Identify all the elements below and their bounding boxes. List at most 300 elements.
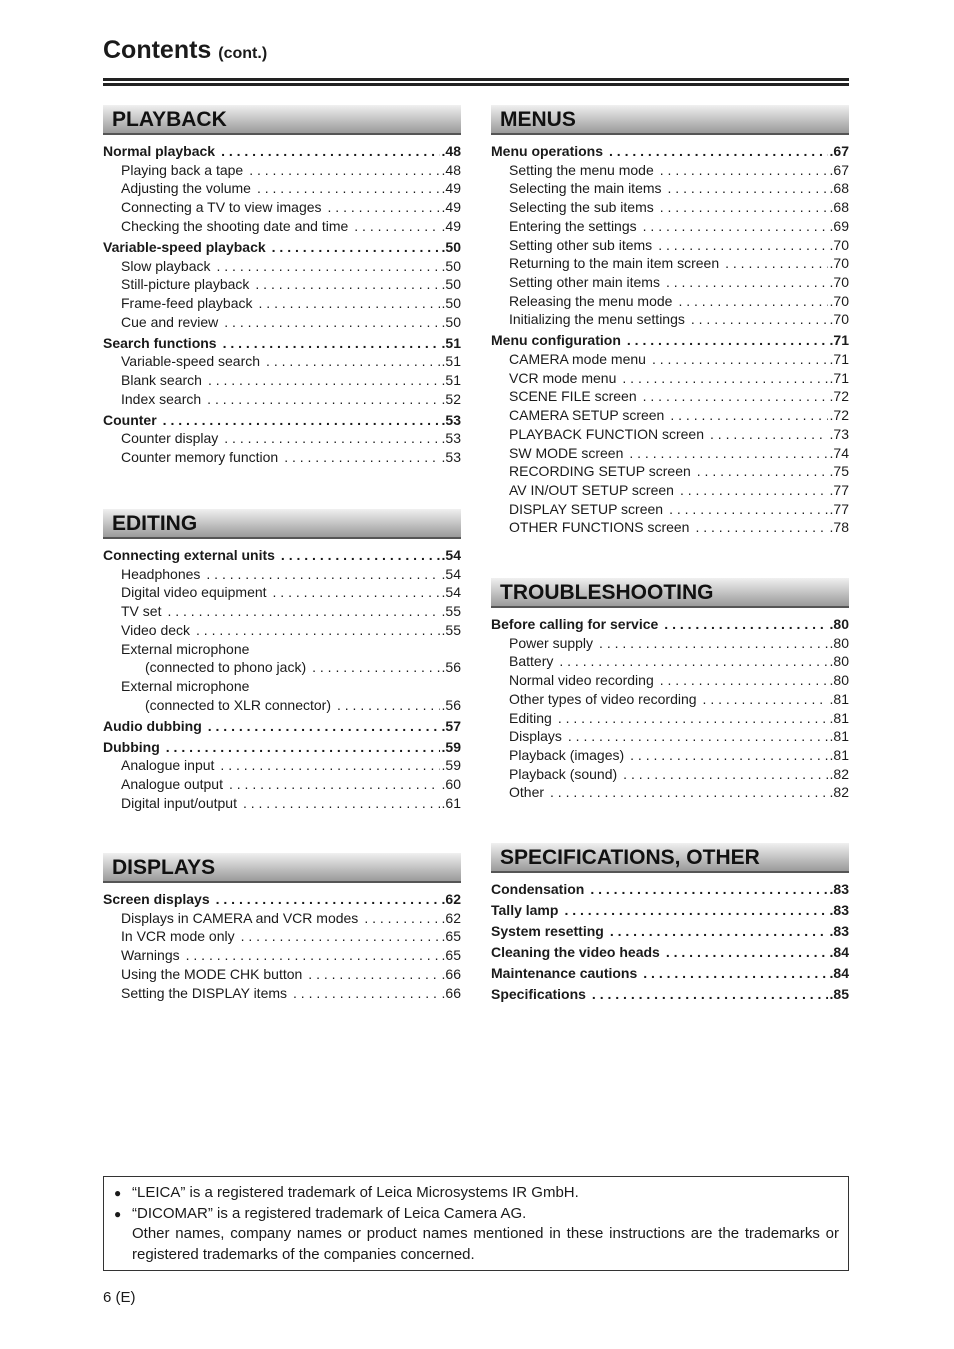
note-text: “DICOMAR” is a registered trademark of Leica Camera AG. <box>132 1204 527 1222</box>
toc-entry-title: External microphone <box>121 677 250 694</box>
toc-entry-page: .82 <box>829 765 849 782</box>
toc-entry-title: Displays <box>509 728 562 745</box>
toc-entry-title: Digital input/output <box>121 794 237 811</box>
toc-entry <box>103 738 461 757</box>
dot-leader <box>622 369 827 388</box>
toc-entry-page: .69 <box>829 217 849 234</box>
dot-leader <box>592 985 828 1004</box>
toc-entry-page: .53 <box>441 430 461 447</box>
section-troubleshooting <box>491 578 849 802</box>
toc-entry-page: .83 <box>829 923 849 939</box>
toc-entry-page: .74 <box>829 444 849 461</box>
toc-entry-page: .60 <box>441 776 461 793</box>
toc-entry <box>103 640 461 659</box>
toc-entry-title: Other <box>509 784 545 801</box>
dot-leader <box>186 946 440 965</box>
toc-entry-title: Normal playback <box>103 143 216 159</box>
toc-entry-title: Counter <box>103 411 157 428</box>
toc-entry-title: Editing <box>509 709 552 726</box>
toc-entry <box>103 696 461 715</box>
toc-entry <box>491 783 849 802</box>
note-text: “LEICA” is a registered trademark of Leica Microsystems IR GmbH. <box>132 1184 579 1201</box>
toc-entry-page: .65 <box>441 947 461 964</box>
dot-leader <box>328 198 440 217</box>
toc-entry <box>491 236 849 255</box>
toc-entry-page: .50 <box>441 257 461 274</box>
toc-entry <box>491 331 849 350</box>
toc-entry-page: .70 <box>829 311 849 328</box>
toc-entry-page: .77 <box>829 500 849 517</box>
toc-entry-page: .78 <box>829 519 849 536</box>
toc-entry-title: CAMERA mode menu <box>509 351 646 368</box>
dot-leader <box>308 965 439 984</box>
toc-entry-page: .55 <box>441 621 461 638</box>
toc-entry-page: .77 <box>829 481 849 498</box>
toc-entry <box>103 965 461 984</box>
bullet-icon: ● <box>114 1206 122 1221</box>
toc-entry <box>103 257 461 276</box>
toc-entry <box>103 565 461 584</box>
toc-entry-page: .75 <box>829 463 849 480</box>
dot-leader <box>610 922 828 941</box>
dot-leader <box>166 738 440 757</box>
toc-entry <box>491 901 849 920</box>
dot-leader <box>281 546 440 565</box>
toc-entry-title: Cue and review <box>121 313 219 330</box>
section-editing <box>103 509 461 812</box>
dot-leader <box>643 964 827 983</box>
dot-leader <box>666 273 828 292</box>
toc-entry <box>103 448 461 467</box>
dot-leader <box>599 634 827 653</box>
toc-entry <box>103 602 461 621</box>
section-heading: SPECIFICATIONS, OTHER <box>491 843 849 873</box>
note-item <box>114 1183 839 1204</box>
dot-leader <box>697 462 828 481</box>
toc-entry <box>103 334 461 353</box>
toc-entry-title: CAMERA SETUP screen <box>509 407 665 424</box>
toc-entry <box>491 179 849 198</box>
toc-entry-page: .66 <box>441 965 461 982</box>
dot-leader <box>272 238 440 257</box>
toc-entry-title: Playing back a tape <box>121 161 244 178</box>
toc-entry <box>103 275 461 294</box>
section-heading: PLAYBACK <box>103 105 461 135</box>
dot-leader <box>660 671 828 690</box>
toc-entry <box>491 943 849 962</box>
toc-entry <box>103 411 461 430</box>
toc-entry-page: .80 <box>829 672 849 689</box>
toc-entry-page: .57 <box>441 717 461 734</box>
toc-entry <box>103 429 461 448</box>
dot-leader <box>658 236 827 255</box>
dot-leader <box>284 448 439 467</box>
toc-entry <box>491 746 849 765</box>
toc-entry-page: .70 <box>829 236 849 253</box>
dot-leader <box>670 406 827 425</box>
toc-entry-title: Variable-speed search <box>121 353 261 370</box>
toc-entry-title: Setting other main items <box>509 273 660 290</box>
toc-entry <box>491 273 849 292</box>
toc-entry <box>491 254 849 273</box>
toc-entry-page: .82 <box>829 784 849 801</box>
section-displays <box>103 853 461 1002</box>
dot-leader <box>216 890 440 909</box>
dot-leader <box>660 198 828 217</box>
toc-entry <box>103 161 461 180</box>
section-heading: DISPLAYS <box>103 853 461 883</box>
toc-entry <box>103 927 461 946</box>
dot-leader <box>266 352 439 371</box>
toc-entry-title: (connected to phono jack) <box>145 659 307 676</box>
dot-leader <box>224 429 439 448</box>
toc-entry-page: .53 <box>441 449 461 466</box>
toc-entry-page: .72 <box>829 407 849 424</box>
dot-leader <box>558 709 828 728</box>
dot-leader <box>167 602 439 621</box>
note-continuation: Other names, company names or product names mentioned in these instructions are the trademarks or registered trademarks of the companies concerned. <box>132 1225 839 1263</box>
toc-entry <box>491 964 849 983</box>
dot-leader <box>241 927 440 946</box>
toc-entry <box>103 371 461 390</box>
toc-entry <box>491 652 849 671</box>
toc-entry-page: .66 <box>441 984 461 1001</box>
section-menus <box>491 105 849 537</box>
dot-leader <box>590 880 827 899</box>
toc-entry <box>491 765 849 784</box>
trademark-notes <box>103 1176 849 1271</box>
toc-entry-page: .81 <box>829 728 849 745</box>
toc-entry-page: .85 <box>829 986 849 1002</box>
section-heading: TROUBLESHOOTING <box>491 578 849 608</box>
toc-entry-title: RECORDING SETUP screen <box>509 463 691 480</box>
toc-entry-title: Using the MODE CHK button <box>121 965 303 982</box>
toc-entry-page: .67 <box>829 143 849 159</box>
toc-entry <box>103 583 461 602</box>
toc-entry <box>491 671 849 690</box>
toc-entry-page: .70 <box>829 255 849 272</box>
page-number: 6 (E) <box>103 1289 136 1306</box>
toc-entry-page: .71 <box>829 332 849 349</box>
dot-leader <box>259 294 440 313</box>
toc-entry-page: .55 <box>441 603 461 620</box>
toc-entry <box>103 142 461 161</box>
toc-entry <box>103 198 461 217</box>
toc-entry-page: .61 <box>441 794 461 811</box>
toc-entry-title: Adjusting the volume <box>121 180 251 197</box>
toc-entry-page: .81 <box>829 709 849 726</box>
toc-entry <box>103 352 461 371</box>
toc-entry-page: .48 <box>441 161 461 178</box>
dot-leader <box>669 500 827 519</box>
toc-entry-page: .50 <box>441 294 461 311</box>
toc-entry-page: .80 <box>829 653 849 670</box>
dot-leader <box>293 984 440 1003</box>
toc-entry-title: Headphones <box>121 565 201 582</box>
toc-entry <box>103 179 461 198</box>
toc-entry-title: Playback (sound) <box>509 765 618 782</box>
note-item <box>114 1204 839 1225</box>
dot-leader <box>207 390 439 409</box>
dot-leader <box>568 727 828 746</box>
toc-entry-title: Still-picture playback <box>121 276 250 293</box>
toc-entry <box>491 161 849 180</box>
toc-entry <box>491 198 849 217</box>
page-title <box>103 34 267 70</box>
toc-entry <box>491 462 849 481</box>
toc-entry-page: .51 <box>441 372 461 389</box>
toc-entry <box>491 615 849 634</box>
toc-entry-page: .70 <box>829 273 849 290</box>
toc-entry-page: .56 <box>441 696 461 713</box>
toc-entry-title: Initializing the menu settings <box>509 311 685 328</box>
toc-entry-title: Releasing the menu mode <box>509 292 673 309</box>
toc-entry-page: .72 <box>829 388 849 405</box>
toc-entry-title: External microphone <box>121 640 250 657</box>
toc-entry-title: Blank search <box>121 372 202 389</box>
dot-leader <box>206 565 439 584</box>
toc-entry <box>103 294 461 313</box>
dot-leader <box>223 334 440 353</box>
toc-entry-page: .81 <box>829 690 849 707</box>
header-rule-top <box>103 78 849 81</box>
toc-entry-page: .50 <box>441 313 461 330</box>
toc-entry <box>491 690 849 709</box>
toc-entry-page: .52 <box>441 390 461 407</box>
toc-entry <box>491 634 849 653</box>
toc-entry-page: .80 <box>829 634 849 651</box>
dot-leader <box>550 783 828 802</box>
toc-entry <box>491 217 849 236</box>
toc-entry-page: .73 <box>829 425 849 442</box>
dot-leader <box>725 254 827 273</box>
toc-entry-title: Specifications <box>491 986 586 1002</box>
toc-entry-page: .49 <box>441 217 461 234</box>
toc-entry-title: Other types of video recording <box>509 690 697 707</box>
dot-leader <box>629 444 827 463</box>
toc-entry-page: .50 <box>441 276 461 293</box>
toc-entry <box>491 880 849 899</box>
toc-entry-title: Normal video recording <box>509 672 654 689</box>
dot-leader <box>710 425 828 444</box>
toc-entry-page: .71 <box>829 369 849 386</box>
dot-leader <box>257 179 440 198</box>
toc-entry <box>491 500 849 519</box>
dot-leader <box>220 756 439 775</box>
toc-entry-title: Variable-speed playback <box>103 238 266 255</box>
toc-entry-page: .65 <box>441 928 461 945</box>
toc-entry <box>103 658 461 677</box>
page-title-suffix: (cont.) <box>218 45 268 62</box>
toc-entry-title: Returning to the main item screen <box>509 255 720 272</box>
toc-entry-title: Dubbing <box>103 738 160 755</box>
toc-entry-title: VCR mode menu <box>509 369 617 386</box>
dot-leader <box>559 652 827 671</box>
toc-entry-page: .50 <box>441 238 461 255</box>
toc-entry-title: Video deck <box>121 621 191 638</box>
dot-leader <box>564 901 827 920</box>
dot-leader <box>337 696 440 715</box>
toc-entry-title: Analogue input <box>121 757 215 774</box>
toc-entry <box>103 794 461 813</box>
toc-entry-title: TV set <box>121 603 162 620</box>
toc-entry-page: .56 <box>441 659 461 676</box>
toc-entry-page: .49 <box>441 199 461 216</box>
dot-leader <box>208 371 440 390</box>
toc-entry-page: .83 <box>829 881 849 897</box>
dot-leader <box>652 350 828 369</box>
dot-leader <box>668 179 828 198</box>
toc-list <box>103 142 461 467</box>
toc-entry-page: .54 <box>441 565 461 582</box>
toc-entry <box>103 390 461 409</box>
toc-entry-title: Setting the menu mode <box>509 161 654 178</box>
toc-entry-title: Search functions <box>103 334 217 351</box>
toc-entry-title: Screen displays <box>103 891 210 907</box>
dot-leader <box>243 794 440 813</box>
dot-leader <box>691 310 828 329</box>
toc-entry <box>103 984 461 1003</box>
toc-entry-title: Counter display <box>121 430 219 447</box>
toc-entry-title: SCENE FILE screen <box>509 388 637 405</box>
toc-entry <box>103 756 461 775</box>
toc-entry-title: OTHER FUNCTIONS screen <box>509 519 690 536</box>
section-heading: EDITING <box>103 509 461 539</box>
toc-entry-page: .62 <box>441 909 461 926</box>
toc-entry-page: .48 <box>441 143 461 159</box>
toc-entry <box>491 709 849 728</box>
toc-entry-title: Maintenance cautions <box>491 965 638 981</box>
dot-leader <box>224 313 439 332</box>
section-heading: MENUS <box>491 105 849 135</box>
toc-entry-title: AV IN/OUT SETUP screen <box>509 481 674 498</box>
page-title-text: Contents <box>103 36 212 64</box>
dot-leader <box>643 217 828 236</box>
toc-entry-page: .81 <box>829 746 849 763</box>
dot-leader <box>680 481 828 500</box>
toc-entry <box>491 292 849 311</box>
toc-entry-page: .54 <box>441 584 461 601</box>
toc-entry-title: Menu operations <box>491 143 604 159</box>
toc-entry-page: .83 <box>829 902 849 918</box>
dot-leader <box>217 257 440 276</box>
toc-entry-page: .84 <box>829 944 849 960</box>
toc-entry-title: Setting other sub items <box>509 236 653 253</box>
toc-entry-title: Cleaning the video heads <box>491 944 660 960</box>
toc-list <box>491 880 849 1004</box>
toc-entry-page: .59 <box>441 757 461 774</box>
bullet-icon: ● <box>114 1186 122 1200</box>
toc-entry-title: Before calling for service <box>491 616 659 632</box>
toc-entry-page: .67 <box>829 161 849 178</box>
toc-entry-title: Digital video equipment <box>121 584 267 601</box>
toc-entry <box>491 142 849 161</box>
toc-entry <box>491 350 849 369</box>
toc-entry-title: Index search <box>121 390 202 407</box>
dot-leader <box>695 518 827 537</box>
toc-list <box>491 615 849 802</box>
toc-entry-title: Connecting a TV to view images <box>121 199 322 216</box>
dot-leader <box>364 909 439 928</box>
toc-entry-title: Selecting the main items <box>509 180 662 197</box>
toc-entry-title: Setting the DISPLAY items <box>121 984 288 1001</box>
toc-list <box>103 890 461 1002</box>
dot-leader <box>229 775 440 794</box>
toc-entry-title: Power supply <box>509 634 594 651</box>
toc-entry-page: .84 <box>829 965 849 981</box>
section-specifications <box>491 843 849 1004</box>
dot-leader <box>627 331 828 350</box>
toc-entry-page: .51 <box>441 334 461 351</box>
toc-entry <box>491 444 849 463</box>
toc-entry <box>103 717 461 736</box>
dot-leader <box>660 161 828 180</box>
toc-entry-page: .71 <box>829 351 849 368</box>
toc-entry-page: .70 <box>829 292 849 309</box>
dot-leader <box>630 746 827 765</box>
toc-entry-page: .62 <box>441 891 461 907</box>
dot-leader <box>678 292 827 311</box>
toc-entry-title: Warnings <box>121 947 180 964</box>
dot-leader <box>643 387 828 406</box>
toc-entry-title: Frame-feed playback <box>121 294 253 311</box>
toc-entry-title: Menu configuration <box>491 332 621 349</box>
dot-leader <box>273 583 440 602</box>
toc-entry-title: Connecting external units <box>103 547 275 563</box>
toc-entry <box>103 217 461 236</box>
dot-leader <box>666 943 828 962</box>
toc-entry-title: Displays in CAMERA and VCR modes <box>121 909 359 926</box>
dot-leader <box>703 690 828 709</box>
section-playback <box>103 105 461 467</box>
toc-entry-title: Entering the settings <box>509 217 637 234</box>
toc-list <box>491 142 849 537</box>
toc-entry <box>491 481 849 500</box>
header-rule-bottom <box>103 83 849 86</box>
toc-entry <box>491 985 849 1004</box>
toc-entry-page: .49 <box>441 180 461 197</box>
dot-leader <box>354 217 439 236</box>
toc-entry-page: .59 <box>441 738 461 755</box>
toc-entry-title: Playback (images) <box>509 746 625 763</box>
toc-entry-page: .53 <box>441 411 461 428</box>
toc-entry-title: Slow playback <box>121 257 211 274</box>
toc-entry-title: Counter memory function <box>121 449 279 466</box>
dot-leader <box>623 765 827 784</box>
toc-entry-title: Battery <box>509 653 554 670</box>
toc-entry-title: Analogue output <box>121 776 223 793</box>
dot-leader <box>208 717 440 736</box>
toc-entry-page: .68 <box>829 180 849 197</box>
toc-entry-page: .51 <box>441 353 461 370</box>
dot-leader <box>255 275 439 294</box>
toc-entry-title: Tally lamp <box>491 902 559 918</box>
toc-entry <box>103 621 461 640</box>
toc-entry <box>103 775 461 794</box>
toc-entry <box>103 546 461 565</box>
toc-entry-title: SW MODE screen <box>509 444 624 461</box>
dot-leader <box>312 658 439 677</box>
toc-list <box>103 546 461 812</box>
toc-entry <box>491 387 849 406</box>
toc-entry <box>491 727 849 746</box>
toc-entry-title: Checking the shooting date and time <box>121 217 349 234</box>
toc-entry-page: .68 <box>829 199 849 216</box>
toc-entry-title: System resetting <box>491 923 604 939</box>
toc-entry-page: .54 <box>441 547 461 563</box>
toc-entry-title: In VCR mode only <box>121 928 235 945</box>
toc-entry-page: .80 <box>829 616 849 632</box>
